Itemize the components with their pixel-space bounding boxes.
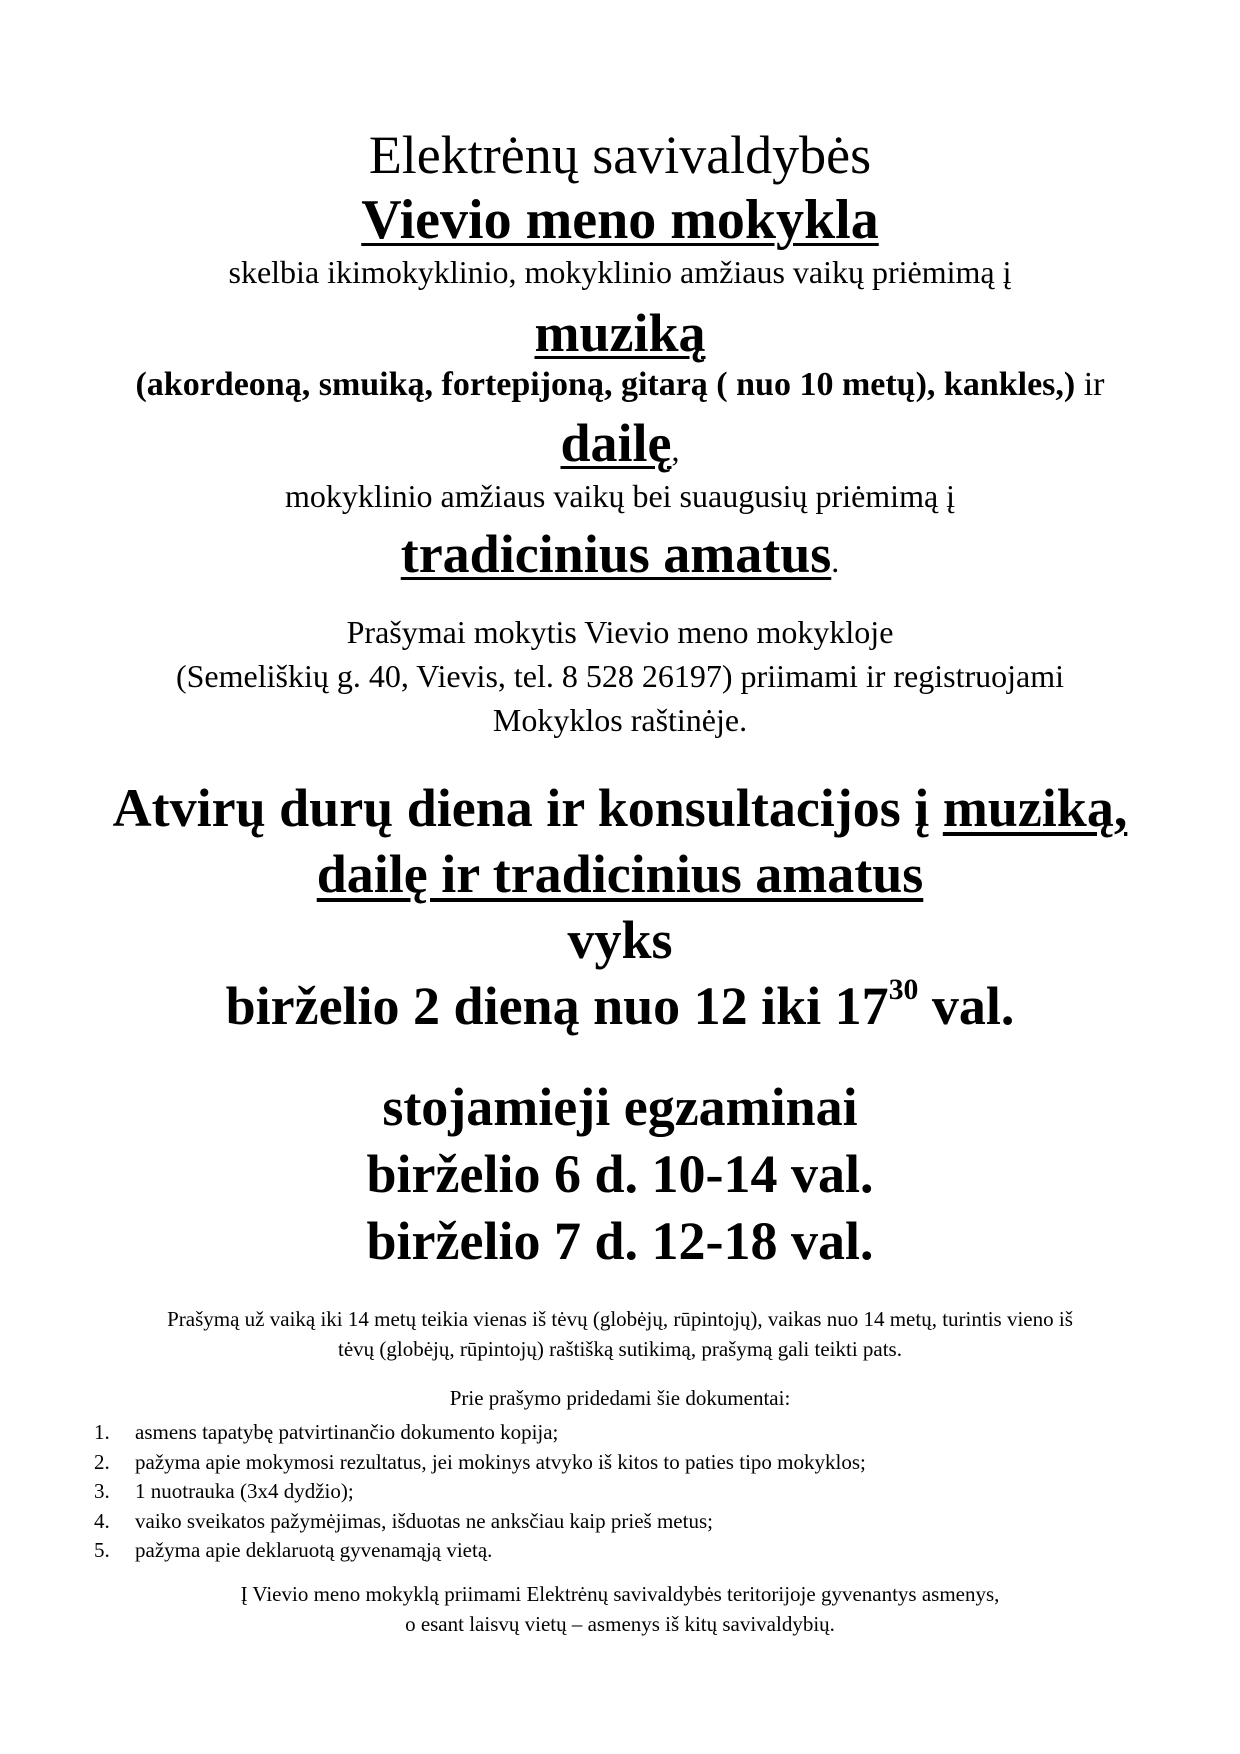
list-item	[94, 1477, 866, 1507]
list-item	[94, 1418, 866, 1448]
open-day-prefix: Atvirų durų diena ir konsultacijos į	[112, 778, 943, 838]
list-item-number: 3.	[94, 1479, 110, 1503]
list-item	[94, 1507, 866, 1537]
list-item-text: 1 nuotrauka (3x4 dydžio);	[135, 1479, 354, 1503]
documents-list	[94, 1418, 866, 1566]
footer-line-1: Į Vievio meno mokyklą priimami Elektrėnų savivaldybės teritorijoje gyvenantys asmenys,	[240, 1582, 1000, 1606]
open-day-date	[0, 974, 1240, 1038]
notice-line-1: Prašymą už vaiką iki 14 metų teikia vienas iš tėvų (globėjų, rūpintojų), vaikas nuo 14 metų, turintis vieno iš	[167, 1307, 1073, 1331]
instruments-tail: ir	[1075, 366, 1105, 403]
instruments-list: (akordeoną, smuiką, fortepijoną, gitarą ( nuo 10 metų), kankles,)	[135, 366, 1076, 403]
documents-heading: Prie prašymo pridedami šie dokumentai:	[449, 1386, 791, 1410]
school-name-text: Vievio meno mokykla	[361, 189, 879, 251]
open-day-date-minutes: 30	[888, 973, 919, 1006]
open-day-line-3: vyks	[567, 910, 673, 970]
announce-crafts-text: mokyklinio amžiaus vaikų bei suaugusių priėmimą į	[284, 478, 956, 514]
exam-date-2: birželio 7 d. 12-18 val.	[366, 1211, 874, 1271]
music-heading	[0, 302, 1240, 364]
list-item-text: pažyma apie mokymosi rezultatus, jei mokinys atvyko iš kitos to paties tipo mokyklos;	[135, 1449, 866, 1474]
list-item	[94, 1448, 866, 1478]
music-word: muziką	[534, 303, 706, 363]
list-item-number: 2.	[94, 1449, 110, 1474]
municipality-heading: Elektrėnų savivaldybės	[368, 125, 872, 185]
open-day-line-1	[0, 776, 1240, 840]
crafts-tail: .	[831, 543, 840, 579]
crafts-word: tradicinius amatus	[400, 524, 832, 584]
footer-line-2: o esant laisvų vietų – asmenys iš kitų savivaldybių.	[405, 1612, 835, 1636]
list-item-text: asmens tapatybę patvirtinančio dokumento kopija;	[135, 1420, 559, 1444]
applications-line-3: Mokyklos raštinėje.	[492, 702, 748, 738]
list-item	[94, 1536, 866, 1566]
applications-line-2: (Semeliškių g. 40, Vievis, tel. 8 528 26197) priimami ir registruojami	[175, 658, 1065, 694]
art-tail: ,	[671, 432, 680, 468]
exams-title: stojamieji egzaminai	[382, 1077, 858, 1137]
instruments-line	[0, 364, 1240, 406]
exam-date-1: birželio 6 d. 10-14 val.	[366, 1144, 874, 1204]
open-day-music-word: muziką,	[942, 778, 1128, 838]
list-item-text: pažyma apie deklaruotą gyvenamąją vietą.	[135, 1538, 493, 1562]
open-day-date-prefix: birželio 2 dieną nuo 12 iki 17	[225, 976, 889, 1036]
art-heading	[0, 412, 1240, 481]
list-item-number: 5.	[94, 1538, 110, 1562]
open-day-disciplines: dailę ir tradicinius amatus	[316, 844, 924, 904]
list-item-text: vaiko sveikatos pažymėjimas, išduotas ne anksčiau kaip prieš metus;	[135, 1508, 713, 1533]
open-day-date-suffix: val.	[918, 976, 1015, 1036]
announce-music-text: skelbia ikimokyklinio, mokyklinio amžiaus vaikų priėmimą į	[228, 254, 1012, 290]
list-item-number: 1.	[94, 1420, 110, 1444]
applications-line-1: Prašymai mokytis Vievio meno mokykloje	[346, 614, 894, 650]
crafts-heading	[0, 523, 1240, 592]
school-name-heading	[0, 188, 1240, 252]
art-word: dailę	[560, 413, 672, 473]
list-item-number: 4.	[94, 1508, 110, 1533]
notice-line-2: tėvų (globėjų, rūpintojų) raštišką sutikimą, prašymą gali teikti pats.	[338, 1337, 902, 1361]
open-day-line-2	[0, 842, 1240, 906]
